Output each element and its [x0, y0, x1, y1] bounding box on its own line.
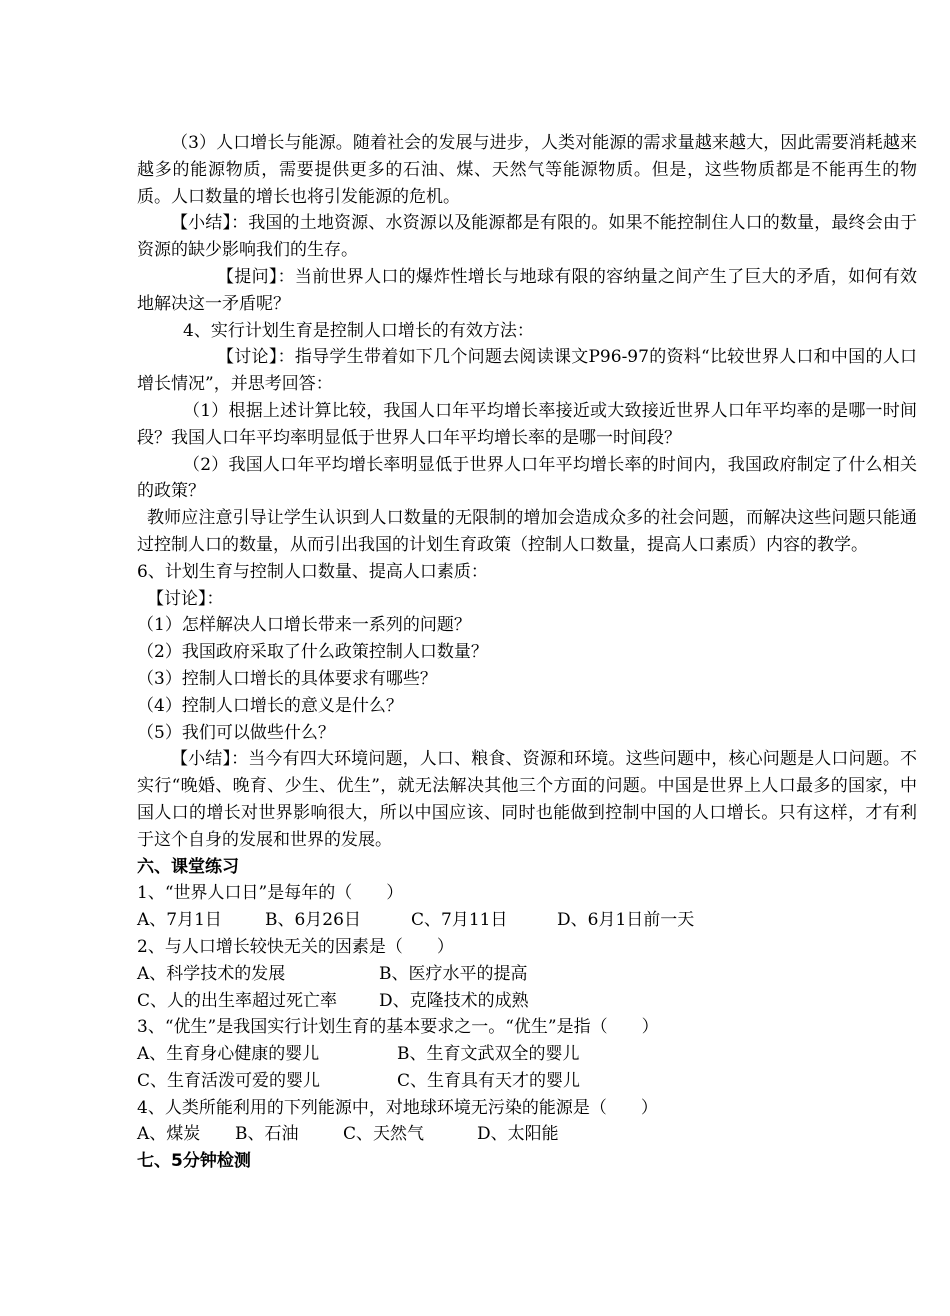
item-population-quality: 6、计划生育与控制人口数量、提高人口素质：	[137, 561, 488, 582]
exercise-2-options-row-2	[137, 988, 917, 1015]
exercise-4-option-c: C、天然气	[343, 1124, 425, 1145]
exercise-3-option-c-second: C、生育具有天才的婴儿	[397, 1070, 581, 1091]
teacher-note: 教师应注意引导让学生认识到人口数量的无限制的增加会造成众多的社会问题，而解决这些问题只能通过控制人口的数量，从而引出我国的计划生育政策（控制人口数量，提高人口素质）内容的教学。	[137, 508, 917, 555]
exercise-1-option-c: C、7月11日	[411, 910, 508, 931]
exercise-3-option-c: C、生育活泼可爱的婴儿	[137, 1070, 321, 1091]
exercise-1-options	[137, 907, 917, 934]
item-family-planning: 4、实行计划生育是控制人口增长的有效方法：	[183, 320, 534, 341]
exercise-4-option-b: B、石油	[235, 1124, 299, 1145]
exercise-2-option-a: A、科学技术的发展	[137, 963, 286, 984]
discussion-item-2: （2）我国政府采取了什么政策控制人口数量？	[137, 642, 488, 663]
discussion-item-5: （5）我们可以做些什么？	[137, 722, 335, 743]
exercise-1-option-a: A、7月1日	[137, 910, 222, 931]
exercise-1-option-d: D、6月1日前一天	[557, 910, 695, 931]
discussion-label: 【讨论】：	[147, 588, 224, 609]
exercise-3-stem: 3、“优生”是我国实行计划生育的基本要求之一。“优生”是指（ ）	[137, 1017, 659, 1038]
discussion-item-3: （3）控制人口增长的具体要求有哪些？	[137, 668, 437, 689]
exercise-3-option-b: B、生育文武双全的婴儿	[397, 1044, 580, 1065]
discussion-question-2: （2）我国人口年平均增长率明显低于世界人口年平均增长率的时间内，我国政府制定了什么相关的政策？	[137, 454, 917, 502]
exercise-3-option-a: A、生育身心健康的婴儿	[137, 1044, 320, 1065]
section-heading-quiz: 七、5分钟检测	[137, 1151, 251, 1172]
exercise-2-option-b: B、医疗水平的提高	[379, 963, 528, 984]
exercise-3-options-row-2	[137, 1068, 917, 1095]
exercise-4-option-d: D、太阳能	[477, 1124, 559, 1145]
section-heading-practice: 六、课堂练习	[137, 856, 239, 877]
exercise-3-options-row-1	[137, 1041, 917, 1068]
exercise-1-stem: 1、“世界人口日”是每年的（ ）	[137, 883, 404, 904]
summary-environment: 【小结】：当今有四大环境问题，人口、粮食、资源和环境。这些问题中，核心问题是人口问题。不实行“晚婚、晚育、少生、优生”，就无法解决其他三个方面的问题。中国是世界上人口最多的国家，中国人口的增长对世界影响很大，所以中国应该、同时也能做到控制中国的人口增长。只有这样，才有利于这个自身的发展和世界的发展。	[137, 749, 917, 850]
discussion-item-4: （4）控制人口增长的意义是什么？	[137, 695, 403, 716]
exercise-2-stem: 2、与人口增长较快无关的因素是（ ）	[137, 936, 454, 957]
paragraph-population-energy: （3）人口增长与能源。随着社会的发展与进步，人类对能源的需求量越来越大，因此需要消耗越来越多的能源物质，需要提供更多的石油、煤、天然气等能源物质。但是，这些物质都是不能再生的物质。人口数量的增长也将引发能源的危机。	[137, 133, 917, 207]
document-page	[137, 130, 917, 1175]
summary-resources: 【小结】：我国的土地资源、水资源以及能源都是有限的。如果不能控制住人口的数量，最终会由于资源的缺少影响我们的生存。	[137, 213, 917, 261]
exercise-4-stem: 4、人类所能利用的下列能源中，对地球环境无污染的能源是（ ）	[137, 1097, 658, 1118]
exercise-4-option-a: A、煤炭	[137, 1124, 201, 1145]
exercise-2-options-row-1	[137, 961, 917, 988]
exercise-2-option-d: D、克隆技术的成熟	[379, 990, 529, 1011]
discussion-question-1: （1）根据上述计算比较，我国人口年平均增长率接近或大致接近世界人口年平均率的是哪一时间段？我国人口年平均率明显低于世界人口年平均增长率的是哪一时间段？	[137, 400, 917, 448]
exercise-1-option-b: B、6月26日	[265, 910, 361, 931]
discussion-item-1: （1）怎样解决人口增长带来一系列的问题？	[137, 615, 471, 636]
discussion-reading: 【讨论】：指导学生带着如下几个问题去阅读课文P96-97的资料“比较世界人口和中国的人口增长情况”，并思考回答：	[137, 347, 917, 395]
exercise-4-options	[137, 1121, 917, 1148]
question-contradiction: 【提问】：当前世界人口的爆炸性增长与地球有限的容纳量之间产生了巨大的矛盾，如何有效地解决这一矛盾呢？	[137, 266, 917, 314]
exercise-2-option-c: C、人的出生率超过死亡率	[137, 990, 338, 1011]
